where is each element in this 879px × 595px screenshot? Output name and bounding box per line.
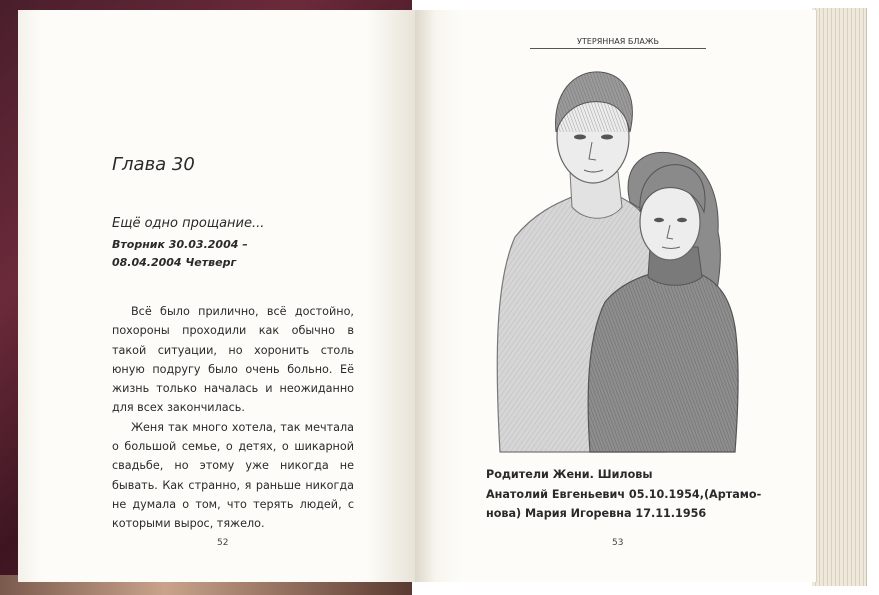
left-page xyxy=(18,10,415,582)
book-page-edges xyxy=(812,8,867,586)
section-title: Ещё одно прощание... xyxy=(112,216,265,231)
running-head: УТЕРЯННАЯ БЛАЖЬ xyxy=(530,37,706,49)
paragraph: Всё было прилично, всё достойно, похороны проходили как обычно в такой ситуации, но хоронить столь юную подругу было очень больно. Её жизнь только началась и неожиданно для всех закончилась. xyxy=(112,305,354,415)
body-text xyxy=(112,302,354,534)
caption-line: Анатолий Евгеньевич 05.10.1954,(Артамо- xyxy=(486,487,762,501)
illustration-caption xyxy=(486,465,762,524)
caption-line: нова) Мария Игоревна 17.11.1956 xyxy=(486,507,707,520)
page-number: 52 xyxy=(217,538,229,548)
caption-line: Родители Жени. Шиловы xyxy=(486,468,653,481)
pencil-portrait-illustration xyxy=(490,62,752,454)
page-number: 53 xyxy=(612,538,624,548)
paragraph: Женя так много хотела, так мечтала о большой семье, о детях, о шикарной свадьбе, но этому уже никогда не бывать. Как странно, я раньше никогда не думала о том, что терять людей, с которыми вырос, тяжело. xyxy=(112,420,354,531)
date-line-2: 08.04.2004 Четверг xyxy=(112,256,237,269)
right-page xyxy=(415,10,817,582)
chapter-title: Глава 30 xyxy=(112,154,195,175)
date-line-1: Вторник 30.03.2004 – xyxy=(112,238,248,251)
